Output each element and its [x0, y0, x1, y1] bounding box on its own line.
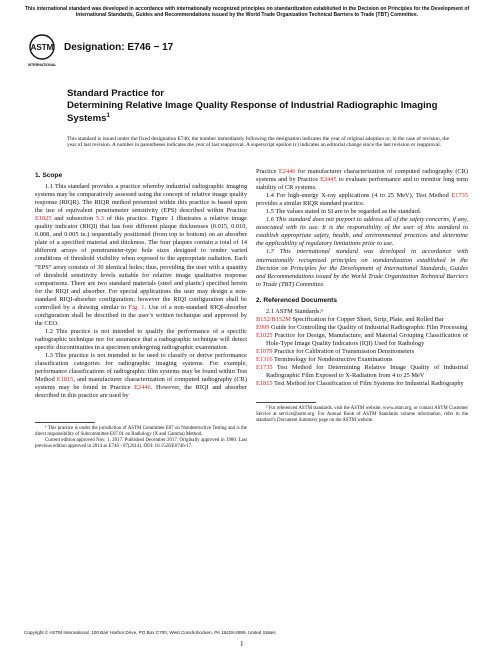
paragraph-1-3: 1.3 This practice is not intended to be used to classify or derive performance classification categories for radiographic imaging systems. For example, performance classifications of radiographic film systems may be found within Test Method E1815, and manufacturer characterization of computed radiography (CR) systems may be found in Practice E2446. However, the RIQI and absorber described in this practice are used by: [35, 352, 247, 400]
left-column: [35, 168, 247, 450]
footnote-rule: [256, 402, 316, 403]
copyright-line: Copyright © ASTM International, 100 Barr Harbor Drive, PO Box C700, West Conshohocken, PA 19428-2959. United States: [24, 630, 276, 635]
tbt-notice: This international standard was developed in accordance with internationally recognized principles on standardization established in the Decision on Principles for the Development of International Standards, Guides and Recommendations issued by the World Trade Organization Technical Barriers to Trade (TBT) Committee.: [24, 6, 470, 19]
title-footnote-mark: 1: [106, 113, 110, 119]
link-e2446-b[interactable]: E2446: [278, 168, 296, 175]
issue-note: This standard is issued under the fixed designation E746; the number immediately following the designation indicates the year of original adoption or, in the case of revision, the year of last revision. A number in parentheses indicates the year of last reapproval. A superscript epsilon (ε) indicates an editorial change since the last revision or reapproval.: [67, 136, 449, 149]
footnote-2: ² For referenced ASTM standards, visit the ASTM website, www.astm.org, or contact ASTM Customer Service at service@astm.org. For Annual Book of ASTM Standards volume information, refer to the standard’s Document Summary page on the ASTM website.: [256, 406, 468, 423]
reference-list: [256, 316, 468, 388]
reference-item: E1079 Practice for Calibration of Transmission Densitometers: [256, 347, 415, 355]
reference-item: E999 Guide for Controlling the Quality of Industrial Radiographic Film Processing: [256, 323, 468, 331]
logo-text: INTERNATIONAL: [28, 63, 56, 67]
paragraph-1-1: 1.1 This standard provides a practice whereby industrial radiographic imaging systems may be comparatively assessed using the concept of relative image quality response (RIQR). The RIQR method presented within this practice is based upon the use of equivalent penetrameter sensitivity (EPS) described within Practice E1025 and subsection 5.3 of this practice. Figure 1 illustrates a relative image quality indicator (RIQI) that has four different plaque thicknesses (0.015, 0.010, 0.008, and 0.005 in.) sequentially positioned (from top to bottom) on an absorber plate of a specified material and thickness. The four plaques contain a total of 14 different arrays of penetrameter-type hole sizes designed to render varied conditions of threshold visibility when exposed to the appropriate radiation. Each “EPS” array consists of 30 identical holes; thus, providing the user with a quantity of threshold sensitivity levels suitable for relative image qualitative response comparisons. There are two standard materials (steel and plastic) specified herein for the RIQI and absorber. For special applications the user may design a non-standard RIQI-absorber configuration; however the RIQI configuration shall be controlled by a drawing similar to Fig. 1. Use of a non-standard RIQI-absorber configuration shall be described in the user’s written technique and approved by the CEO.: [35, 183, 247, 327]
paragraph-1-3-cont: Practice E2446 for manufacturer characterization of computed radiography (CR) systems and by Practice E2445 to evaluate performance and to monitor long term stability of CR systems.: [256, 168, 469, 192]
link-section-5-3[interactable]: 5.3: [95, 215, 104, 223]
refs-heading: 2. Referenced Documents: [256, 296, 337, 304]
title-line-1: Standard Practice for: [67, 88, 165, 99]
scope-heading: 1. Scope: [35, 172, 63, 179]
page-number: 1: [240, 640, 244, 648]
paragraph-1-7: 1.7 This international standard was developed in accordance with internationally recognized principles on standardization established in the Decision on Principles for the Development of International Standards, Guides and Recommendations issued by the World Trade Organization Technical Barriers to Trade (TBT) Committee.: [256, 248, 468, 288]
reference-item: E1735 Test Method for Determining Relative Image Quality of Industrial Radiographic Film Exposed to X-Radiation from 4 to 25 MeV: [256, 364, 468, 380]
link-e2445[interactable]: E2445: [320, 176, 337, 184]
designation: Designation: E746 − 17: [64, 42, 174, 53]
footnote-rule: [35, 422, 95, 423]
paragraph-1-4: 1.4 For high-energy X-ray applications (4 to 25 MeV), Test Method E1735 provides a similar RIQR standard practice.: [256, 192, 468, 208]
link-e1025[interactable]: E1025: [35, 215, 52, 223]
reference-item: E1316 Terminology for Nondestructive Examinations: [256, 356, 393, 364]
title-line-2: Determining Relative Image Quality Response of Industrial Radiographic Imaging Systems$^1$: [67, 99, 438, 125]
reference-item: E1025 Practice for Design, Manufacture, and Material Grouping Classification of Hole-Type Image Quality Indicators (IQI) Used for Radiology: [256, 331, 468, 347]
link-e1735[interactable]: E1735: [451, 192, 468, 200]
document-title: [67, 88, 457, 125]
link-e2446[interactable]: E2446: [134, 384, 151, 392]
svg-text:ASTM: ASTM: [30, 43, 54, 52]
paragraph-1-2: 1.2 This practice is not intended to qualify the performance of a specific radiographic technique nor for assurance that a radiographic technique will detect specific discontinuities in a specimen undergoing radiographic examination.: [35, 327, 247, 351]
refs-subheading: 2.1 ASTM Standards:²: [266, 307, 324, 315]
paragraph-1-5: 1.5 The values stated in SI are to be regarded as the standard.: [266, 208, 422, 216]
paragraph-1-6: 1.6 This standard does not purport to address all of the safety concerns, if any, associated with its use. It is the responsibility of the user of this standard to establish appropriate safety, health, and environmental practices and determine the applicability of regulatory limitations prior to use.: [256, 216, 468, 248]
reference-item: E1815 Test Method for Classification of Film Systems for Industrial Radiography: [256, 380, 464, 388]
link-fig-1[interactable]: Fig. 1: [128, 303, 145, 311]
reference-item: B152/B152M Specification for Copper Sheet, Strip, Plate, and Rolled Bar: [256, 315, 444, 323]
right-column: [256, 168, 468, 424]
link-e1815[interactable]: E1815: [56, 376, 74, 384]
footnote-1: ¹ This practice is under the jurisdiction of ASTM Committee E07 on Nondestructive Testing and is the direct responsibility of Subcommittee E07.01 on Radiology (X and Gamma) Method.: [35, 426, 247, 438]
astm-logo: [28, 34, 56, 68]
footnote-1-edition: Current edition approved Nov. 1, 2017. Published December 2017. Originally approved in 1980. Last previous edition approved in 2014 as E746 - 07(2014). DOI: 10.1520/E0746-17.: [35, 437, 247, 449]
